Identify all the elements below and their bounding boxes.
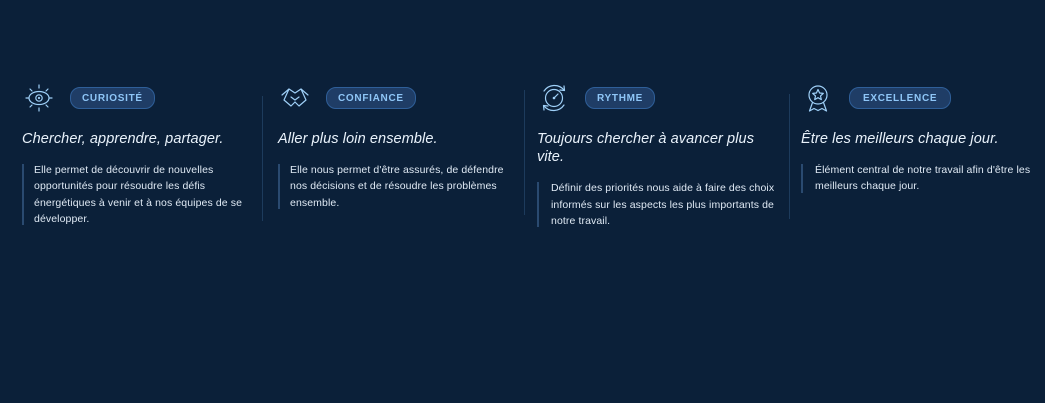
- value-body: Elle permet de découvrir de nouvelles opportunités pour résoudre les défis énergétiques à venir et à nos équipes de se développer.: [34, 164, 243, 225]
- accent-bar: [537, 182, 539, 227]
- speedometer-refresh-icon: [537, 81, 571, 115]
- eye-observation-icon: [22, 81, 56, 115]
- value-label-badge: EXCELLENCE: [849, 87, 951, 109]
- value-card-rythme: [524, 78, 789, 229]
- value-label-badge: CONFIANCE: [326, 87, 416, 109]
- value-card-header: [22, 78, 250, 118]
- value-lead: Aller plus loin ensemble.: [278, 131, 438, 147]
- value-body: Élément central de notre travail afin d'être les meilleurs chaque jour.: [815, 164, 1031, 193]
- value-card-header: [801, 78, 1033, 118]
- value-lead: Chercher, apprendre, partager.: [22, 131, 224, 147]
- value-label-badge: RYTHME: [585, 87, 655, 109]
- accent-bar: [278, 164, 280, 209]
- value-lead: Toujours chercher à avancer plus vite.: [537, 131, 755, 166]
- accent-bar: [801, 164, 803, 193]
- column-divider: [524, 90, 525, 215]
- value-card-curiosite: [0, 78, 262, 227]
- value-body: Elle nous permet d'être assurés, de défendre nos décisions et de résoudre les problèmes ensemble.: [290, 164, 504, 209]
- value-card-confiance: [262, 78, 524, 211]
- value-lead: Être les meilleurs chaque jour.: [801, 131, 999, 147]
- accent-bar: [22, 164, 24, 225]
- value-label-badge: CURIOSITÉ: [70, 87, 155, 109]
- value-body-wrap: [537, 180, 777, 229]
- column-divider: [789, 94, 790, 219]
- value-card-header: [537, 78, 777, 118]
- award-star-icon: [801, 81, 835, 115]
- value-body-wrap: [278, 162, 512, 211]
- column-divider: [262, 96, 263, 221]
- value-card-excellence: [789, 78, 1045, 195]
- value-body-wrap: [801, 162, 1033, 195]
- value-body: Définir des priorités nous aide à faire des choix informés sur les aspects les plus importants de notre travail.: [551, 182, 775, 227]
- values-row: [0, 78, 1045, 229]
- value-card-header: [278, 78, 512, 118]
- handshake-icon: [278, 81, 312, 115]
- value-body-wrap: [22, 162, 250, 227]
